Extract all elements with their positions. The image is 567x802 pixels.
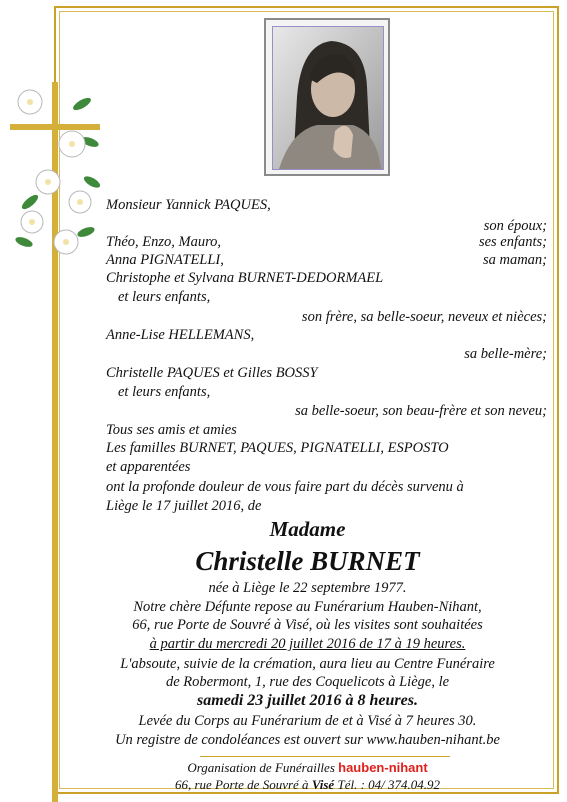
rest-line-1: Notre chère Défunte repose au Funérarium Hauben-Nihant, [133,599,482,615]
cross-horizontal-bar [10,124,100,130]
friends-line: Tous ses amis et amies [106,422,237,438]
footer-phone: Tél. : 04/ 374.04.92 [337,777,441,792]
footer-address-street: 66, rue Porte de Souvré à [174,777,309,792]
announcement-line-2: Liège le 17 juillet 2016, de [106,498,262,514]
related-line: et apparentées [106,459,191,475]
footer-organisation [60,760,555,776]
children-names: Théo, Enzo, Mauro, [106,234,222,250]
spouse-name: Monsieur Yannick PAQUES, [106,197,271,213]
portrait-photo [272,26,384,170]
mother-in-law-name: Anne-Lise HELLEMANS, [106,327,255,343]
announcement-line-1: ont la profonde douleur de vous faire part du décès survenu à [106,479,464,495]
brother-children: et leurs enfants, [118,289,211,305]
ceremony-line-1: L'absoute, suivie de la crémation, aura lieu au Centre Funéraire [120,656,495,672]
spouse-relation: son époux; [483,218,547,234]
footer-org-label: Organisation de Funérailles [187,760,335,775]
ceremony-date: samedi 23 juillet 2016 à 8 heures. [197,692,418,709]
visit-hours: à partir du mercredi 20 juillet 2016 de 17 à 19 heures. [149,636,466,652]
families-line: Les familles BURNET, PAQUES, PIGNATELLI, ESPOSTO [106,440,449,456]
portrait-frame [264,18,390,176]
footer-address-city: Visé [311,777,335,792]
rest-line-2: 66, rue Porte de Souvré à Visé, où les visites sont souhaitées [132,617,483,633]
condolences-register: Un registre de condoléances est ouvert sur www.hauben-nihant.be [115,732,500,748]
mother-name: Anna PIGNATELLI, [106,252,224,268]
birth-info: née à Liège le 22 septembre 1977. [208,580,407,596]
procession-info: Levée du Corps au Funérarium de et à Visé à 7 heures 30. [138,713,477,729]
mother-in-law-relation: sa belle-mère; [464,346,547,362]
brother-relation: son frère, sa belle-soeur, neveux et nièces; [301,309,547,325]
brand-name: hauben-nihant [338,760,428,775]
footer-address [60,777,555,793]
sister-in-law-names: Christelle PAQUES et Gilles BOSSY [106,365,318,381]
sister-in-law-relation: sa belle-soeur, son beau-frère et son neveu; [295,403,547,419]
deceased-title: Madame [269,517,346,541]
footer-divider [200,756,450,757]
children-relation: ses enfants; [478,234,547,250]
ceremony-line-2: de Robermont, 1, rue des Coquelicots à Liège, le [165,674,450,690]
sister-in-law-children: et leurs enfants, [118,384,211,400]
deceased-name: Christelle BURNET [195,546,420,576]
mother-relation: sa maman; [482,252,547,268]
brother-names: Christophe et Sylvana BURNET-DEDORMAEL [106,270,384,286]
